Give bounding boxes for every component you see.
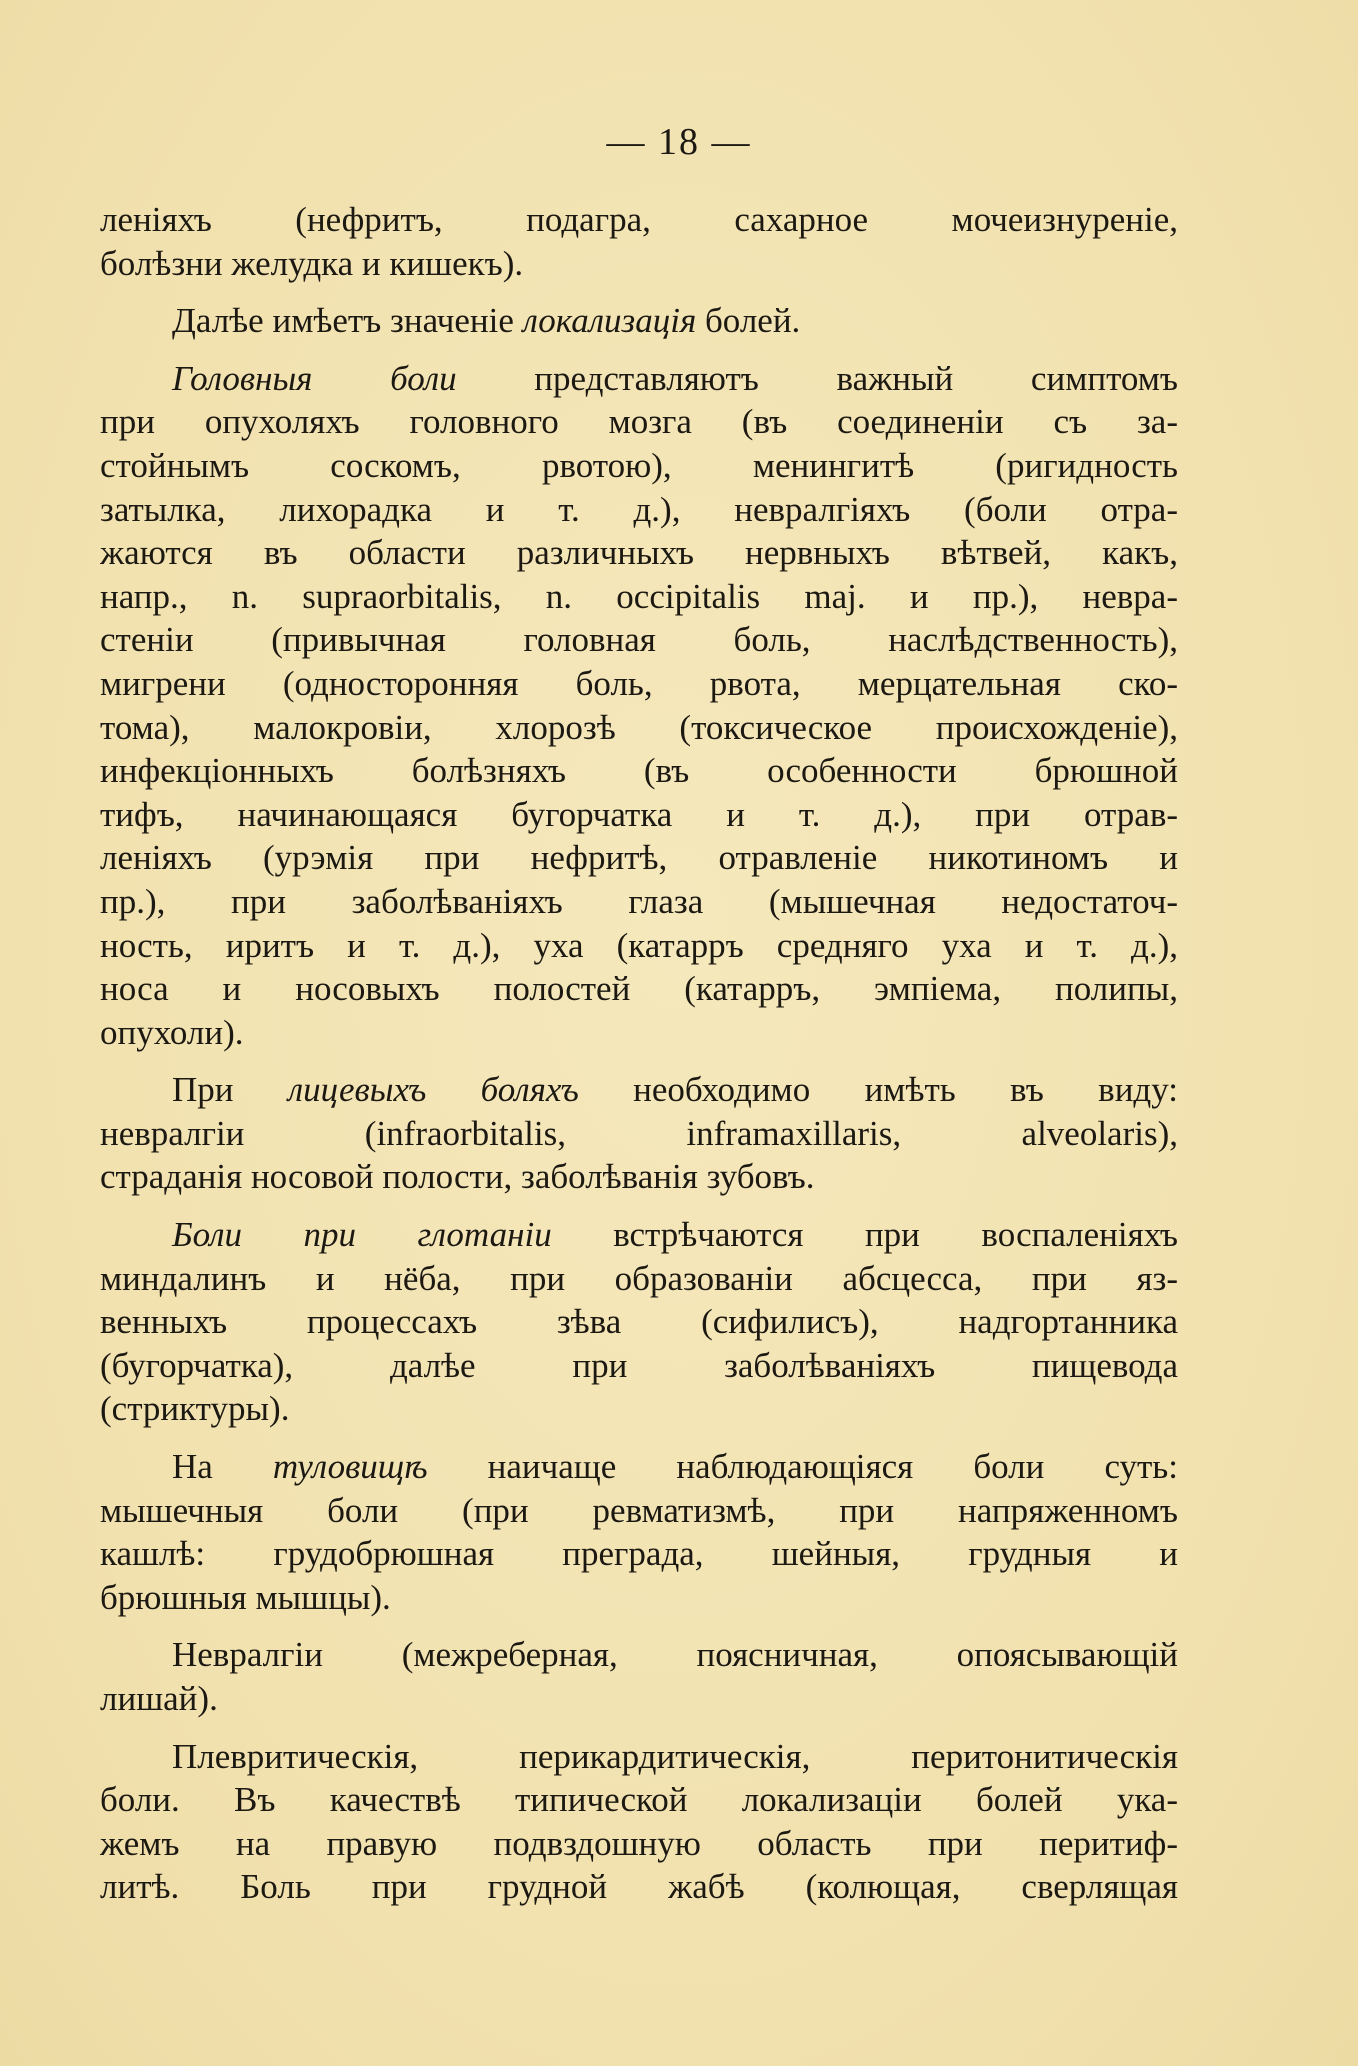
paragraph xyxy=(100,1068,1178,1199)
text-line: На туловищѣ наичаще наблюдающіяся боли суть: xyxy=(172,1447,1178,1487)
text-line: стеніи (привычная головная боль, наслѣдственность), xyxy=(100,620,1178,660)
paragraph xyxy=(100,1633,1178,1720)
paragraph xyxy=(100,198,1178,285)
text-line: кашлѣ: грудобрюшная преграда, шейныя, грудныя и xyxy=(100,1534,1178,1574)
text-line: лишай). xyxy=(100,1679,218,1718)
text-line: венныхъ процессахъ зѣва (сифилисъ), надгортанника xyxy=(100,1302,1178,1342)
text-line: инфекціонныхъ болѣзняхъ (въ особенности брюшной xyxy=(100,751,1178,791)
text-line: (стриктуры). xyxy=(100,1389,290,1429)
text-line: стойнымъ соскомъ, рвотою), менингитѣ (ригидность xyxy=(100,445,1178,485)
text-line: Головныя боли представляютъ важный симптомъ xyxy=(172,358,1178,398)
paragraph xyxy=(100,1445,1178,1619)
text-line: опухоли). xyxy=(100,1012,244,1052)
body-text xyxy=(100,198,1178,1923)
text-line: тифъ, начинающаяся бугорчатка и т. д.), при отрав- xyxy=(100,794,1178,834)
text-line: миндалинъ и нёба, при образованіи абсцесса, при яз- xyxy=(100,1258,1178,1298)
text-line: невралгіи (infraorbitalis, inframaxillaris, alveolaris), xyxy=(100,1113,1178,1153)
emphasis-text: лицевыхъ боляхъ xyxy=(287,1070,579,1110)
text-line: ность, иритъ и т. д.), уха (катарръ средняго уха и т. д.), xyxy=(100,925,1178,965)
text-line: Боли при глотаніи встрѣчаются при воспаленіяхъ xyxy=(172,1215,1178,1255)
text-line: жаются въ области различныхъ нервныхъ вѣтвей, какъ, xyxy=(100,533,1178,573)
emphasis-text: локализація xyxy=(522,301,697,341)
text-line: Плевритическія, перикардитическія, перитонитическія xyxy=(172,1736,1178,1776)
text-line: мышечныя боли (при ревматизмѣ, при напряженномъ xyxy=(100,1490,1178,1530)
text-line: мигрени (односторонняя боль, рвота, мерцательная ско- xyxy=(100,663,1178,703)
emphasis-text: Головныя боли xyxy=(172,358,457,398)
text-line: пр.), при заболѣваніяхъ глаза (мышечная недостаточ- xyxy=(100,881,1178,921)
text-line: брюшныя мышцы). xyxy=(100,1577,391,1617)
text-line: леніяхъ (урэмія при нефритѣ, отравленіе никотиномъ и xyxy=(100,838,1178,878)
text-line: затылка, лихорадка и т. д.), невралгіяхъ (боли отра- xyxy=(100,489,1178,529)
page-number: — 18 — xyxy=(606,121,752,163)
paragraph xyxy=(100,1213,1178,1431)
text-line: Невралгіи (межреберная, поясничная, опоясывающій xyxy=(172,1635,1178,1675)
paragraph xyxy=(100,299,1178,343)
paragraph xyxy=(100,1735,1178,1909)
text-line: носа и носовыхъ полостей (катарръ, эмпіема, полипы, xyxy=(100,969,1178,1009)
text-line: страданія носовой полости, заболѣванія зубовъ. xyxy=(100,1157,815,1197)
text-line: жемъ на правую подвздошную область при перитиф- xyxy=(100,1823,1178,1863)
text-line: боли. Въ качествѣ типической локализаціи болей ука- xyxy=(100,1780,1178,1820)
emphasis-text: туловищѣ xyxy=(272,1447,428,1487)
text-line: при опухоляхъ головного мозга (въ соединеніи съ за- xyxy=(100,402,1178,442)
paragraph xyxy=(100,357,1178,1055)
emphasis-text: Боли при глотаніи xyxy=(172,1215,552,1255)
text-line: (бугорчатка), далѣе при заболѣваніяхъ пищевода xyxy=(100,1345,1178,1385)
text-line: леніяхъ (нефритъ, подагра, сахарное мочеизнуреніе, xyxy=(100,200,1178,239)
text-line: литѣ. Боль при грудной жабѣ (колющая, сверлящая xyxy=(100,1867,1178,1907)
text-line: При лицевыхъ боляхъ необходимо имѣть въ виду: xyxy=(172,1070,1178,1110)
text-line: напр., n. supraorbitalis, n. occipitalis maj. и пр.), невра- xyxy=(100,576,1178,616)
text-line: тома), малокровіи, хлорозѣ (токсическое происхожденіе), xyxy=(100,707,1178,747)
text-line: Далѣе имѣетъ значеніе локализація болей. xyxy=(172,301,801,341)
text-line: болѣзни желудка и кишекъ). xyxy=(100,243,524,283)
